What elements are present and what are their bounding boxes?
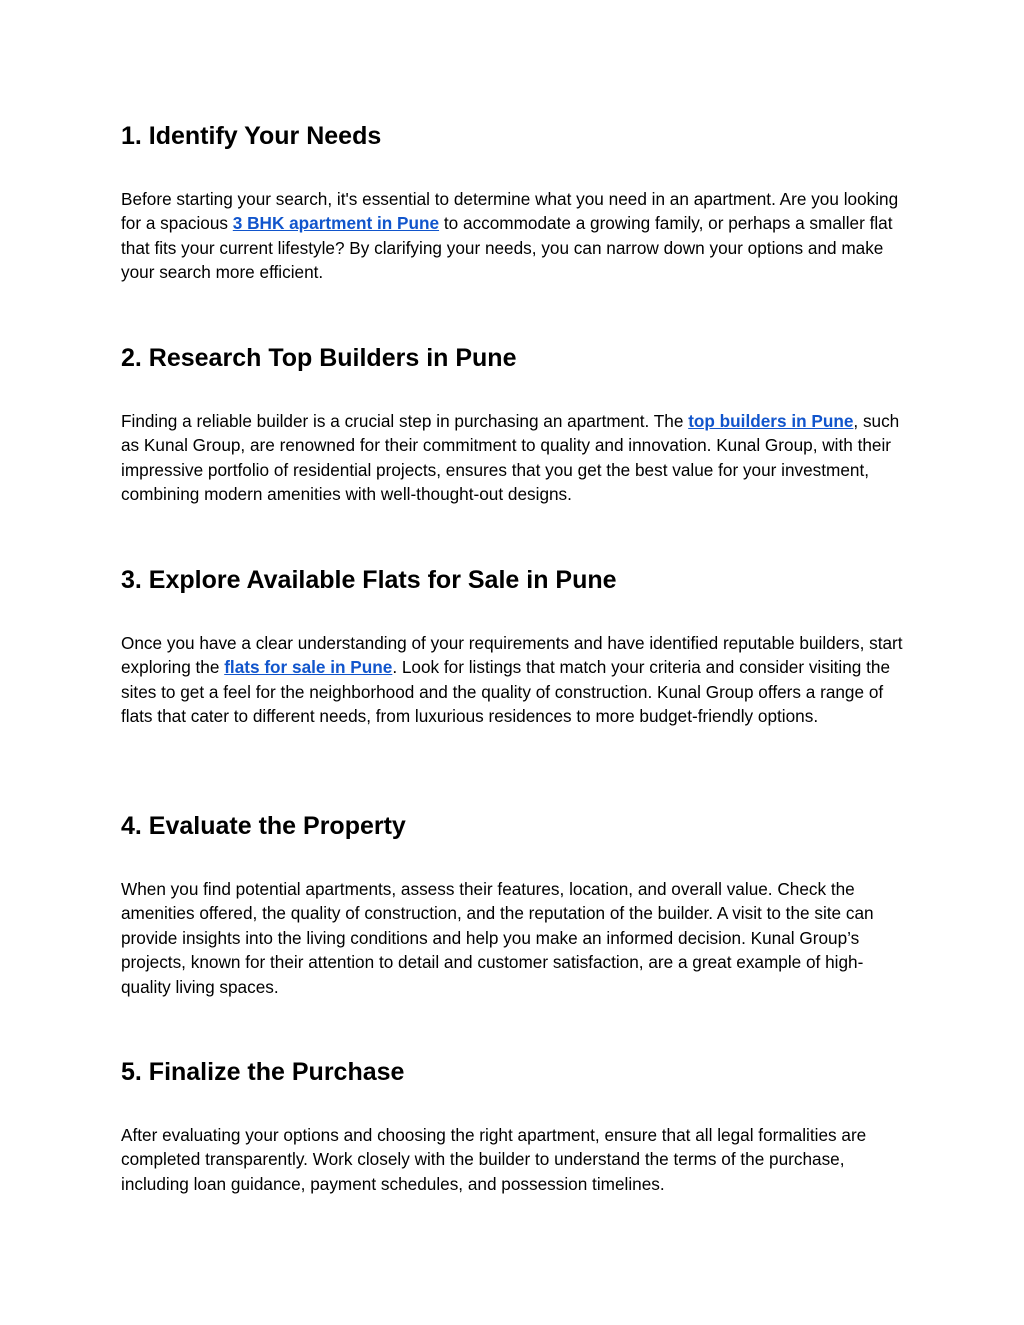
section-paragraph: After evaluating your options and choosing the right apartment, ensure that all legal formalities are completed transparently. Work closely with the builder to understand the terms of the purchase, including loan guidance, payment schedules, and possession timelines. [121,1125,867,1194]
section-heading: 1. Identify Your Needs [121,122,382,150]
section-finalize-purchase [121,1057,911,1194]
link-flats-for-sale-pune[interactable]: flats for sale in Pune [224,657,393,678]
section-heading: 4. Evaluate the Property [121,812,406,840]
paragraph-text: Once you have a clear understanding of your requirements and have identified reputable builders, start exploring the [121,633,903,678]
section-heading: 2. Research Top Builders in Pune [121,344,517,372]
link-3bhk-apartment-pune[interactable]: 3 BHK apartment in Pune [232,213,440,234]
section-paragraph [121,409,911,507]
paragraph-text: , such as Kunal Group, are renowned for their commitment to quality and innovation. Kunal Group, with their impressive portfolio of residential projects, ensures that you get the best value for your investment, combining modern amenities with well-thought-out designs. [121,411,900,505]
section-heading: 5. Finalize the Purchase [121,1058,405,1086]
paragraph-text: Before starting your search, it's essential to determine what you need in an apartment. Are you looking for a spacious [121,189,899,234]
section-paragraph [121,187,911,285]
section-research-builders [121,343,911,505]
section-identify-needs [121,121,911,283]
section-heading: 3. Explore Available Flats for Sale in Pune [121,566,617,594]
section-explore-flats [121,565,911,727]
link-top-builders-pune[interactable]: top builders in Pune [688,411,854,431]
section-paragraph [121,631,911,729]
paragraph-text: Finding a reliable builder is a crucial step in purchasing an apartment. The [121,411,689,431]
section-evaluate-property [121,811,911,997]
section-paragraph: When you find potential apartments, assess their features, location, and overall value. Check the amenities offered, the quality of construction, and the reputation of the builder. A visit to the site can provide insights into the living conditions and help you make an informed decision. Kunal Group’s projects, known for their attention to detail and customer satisfaction, are a great example of high-quality living spaces. [121,879,874,997]
paragraph-text: to accommodate a growing family, or perhaps a smaller flat that fits your current lifestyle? By clarifying your needs, you can narrow down your options and make your search more efficient. [121,213,893,283]
paragraph-text: . Look for listings that match your criteria and consider visiting the sites to get a feel for the neighborhood and the quality of construction. Kunal Group offers a range of flats that cater to different needs, from luxurious residences to more budget-friendly options. [121,657,891,727]
